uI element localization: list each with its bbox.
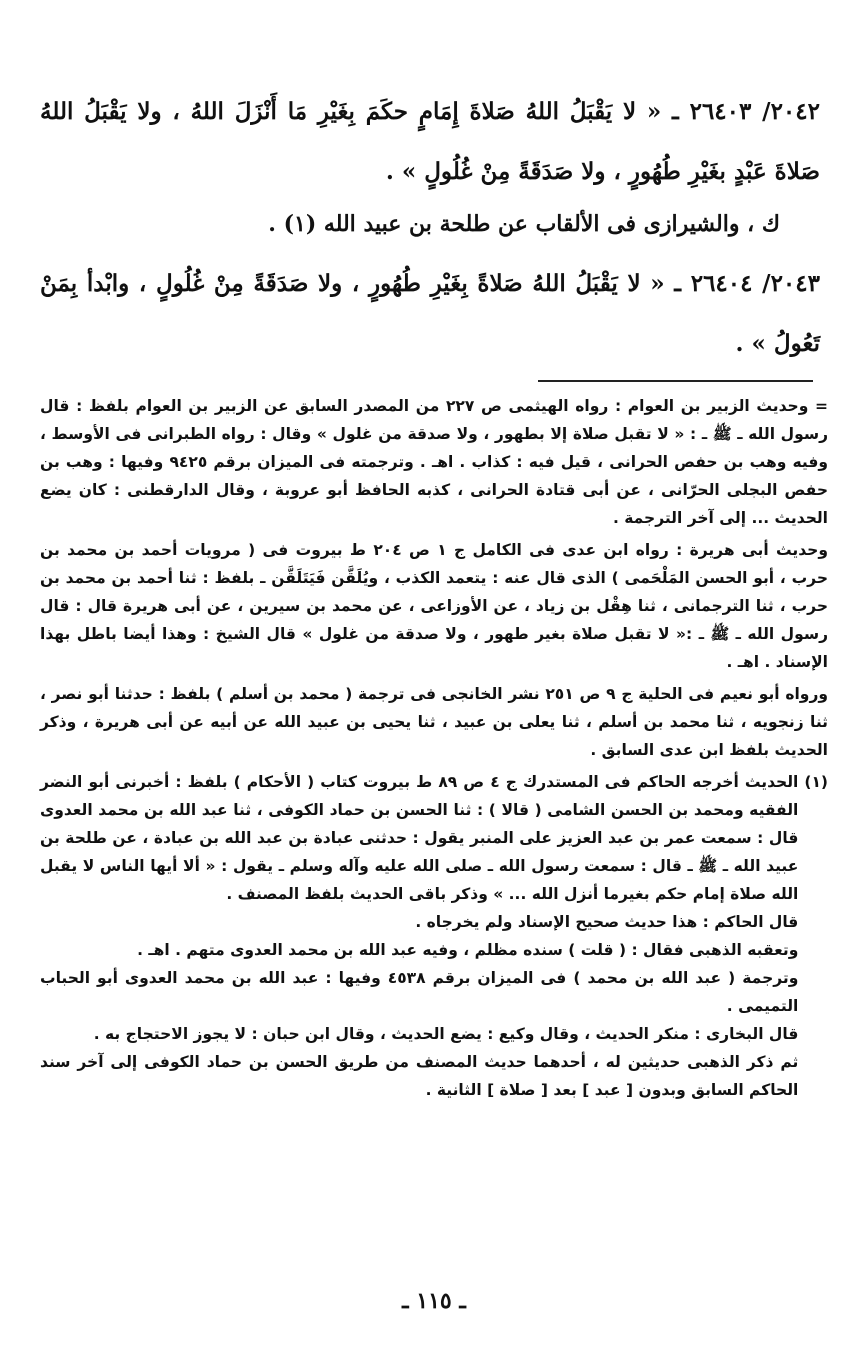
main-text	[40, 82, 820, 374]
footnote-hakim: قال الحاكم : هذا حديث صحيح الإسناد ولم يخرجاه .	[415, 913, 799, 931]
note-zubair-text: = وحديث الزبير بن العوام : رواه الهيثمى ص ٢٢٧ من المصدر السابق عن الزبير بن العوام بلفظ : قال رسول الله ـ ﷺ ـ : « لا تقبل صلاة إلا بطهور ، ولا صدقة من غلول » وقال : رواه الطبرانى فى الأوسط ، وفيه وهب بن حفص الحرانى ، قيل فيه : كذاب . اهـ . وترجمته فى الميزان برقم ٩٤٢٥ وفيها : وهب بن حفص البجلى الحرّانى ، عن أبى قتادة الحرانى ، كذبه الحافظ أبو عروبة ، وقال الدارقطنى : كان يضع الحديث ... إلى آخر الترجمة .	[40, 397, 829, 527]
footnote-dhahabi: وتعقبه الذهبى فقال : ( قلت ) سنده مظلم ، وفيه عبد الله بن محمد العدوى متهم . اهـ .	[137, 941, 799, 959]
footnote-number: (١)	[804, 773, 828, 791]
hadith-2042: ٢٠٤٢/ ٢٦٤٠٣ ـ « لا يَقْبَلُ اللهُ صَلاةَ إِمَامٍ حكَمَ بِغَيْرِ مَا أَنْزَلَ اللهُ ، ولا يَقْبَلُ اللهُ صَلاةَ عَبْدٍ بغَيْرِ طُهُورٍ ، ولا صَدَقَةً مِنْ غُلُولٍ » .	[40, 98, 820, 185]
footnote-divider	[538, 380, 813, 382]
footnote-tarjama: وترجمة ( عبد الله بن محمد ) فى الميزان برقم ٤٥٣٨ وفيها : عبد الله بن محمد العدوى أبو الحباب التميمى .	[40, 969, 799, 1015]
footnote-two-hadiths: ثم ذكر الذهبى حديثين له ، أحدهما حديث المصنف من طريق الحسن بن حماد الكوفى إلى آخر سند الحاكم السابق وبدون [ عبد ] بعد [ صلاة ] الثانية .	[40, 1053, 799, 1099]
footnote-bukhari: قال البخارى : منكر الحديث ، وقال وكيع : يضع الحديث ، وقال ابن حبان : لا يجوز الاحتجاج به .	[93, 1025, 799, 1043]
footnote-main: الحديث أخرجه الحاكم فى المستدرك ج ٤ ص ٨٩ ط بيروت كتاب ( الأحكام ) بلفظ : أخبرنى أبو النضر الفقيه ومحمد بن الحسن الشامى ( قالا ) : ثنا الحسن بن حماد الكوفى ، ثنا عبد الله بن محمد العدوى قال : سمعت عمر بن عبد العزيز على المنبر يقول : حدثنى عبادة بن عبد الله بن عبادة ، عن طلحة بن عبيد الله ـ ﷺ ـ قال : سمعت رسول الله ـ صلى الله عليه وآله وسلم ـ يقول : « ألا أيها الناس لا يقبل الله صلاة إمام حكم بغيرما أنزل الله ... » وذكر باقى الحديث بلفظ المصنف .	[40, 773, 799, 903]
page-number: ـ ١١٥ ـ	[402, 1288, 466, 1314]
takhrij-2042: ك ، والشيرازى فى الألقاب عن طلحة بن عبيد الله (١) .	[268, 211, 780, 237]
footnote-body	[40, 768, 798, 1104]
hadith-2043: ٢٠٤٣/ ٢٦٤٠٤ ـ « لا يَقْبَلُ اللهُ صَلاةً بِغَيْرِ طُهُورٍ ، ولا صَدَقَةً مِنْ غُلُولٍ ، وابْدأ بِمَنْ تَعُولُ » .	[40, 270, 820, 357]
footnote-1	[40, 768, 828, 1104]
note-abu-huraira	[40, 536, 828, 676]
note-abu-nuaim-text: ورواه أبو نعيم فى الحلية ج ٩ ص ٢٥١ نشر الخانجى فى ترجمة ( محمد بن أسلم ) بلفظ : حدثنا أبو نصر ، ثنا زنجويه ، ثنا محمد بن أسلم ، ثنا يعلى بن عبيد ، ثنا يحيى بن عبيد الله عن أبيه عن أبى هريرة ، وذكر الحديث بلفظ ابن عدى السابق .	[40, 685, 828, 759]
footnotes	[40, 392, 828, 1104]
note-zubair	[40, 392, 828, 532]
note-abu-nuaim	[40, 680, 828, 764]
note-abu-huraira-text: وحديث أبى هريرة : رواه ابن عدى فى الكامل ج ١ ص ٢٠٤ ط بيروت فى ( مرويات أحمد بن محمد بن حرب ، أبو الحسن المَلْحَمى ) الذى قال عنه : يتعمد الكذب ، ويُلَقَّن فَيَتَلَقَّن ـ بلفظ : ثنا أحمد بن محمد بن حرب ، ثنا الترجمانى ، ثنا هِقْل بن زياد ، عن الأوزاعى ، عن محمد بن سيرين ، عن أبى هريرة قال : قال رسول الله ـ ﷺ ـ :« لا تقبل صلاة بغير طهور ، ولا صدقة من غلول » قال الشيخ : وهذا أيضا باطل بهذا الإسناد . اهـ .	[40, 541, 828, 671]
